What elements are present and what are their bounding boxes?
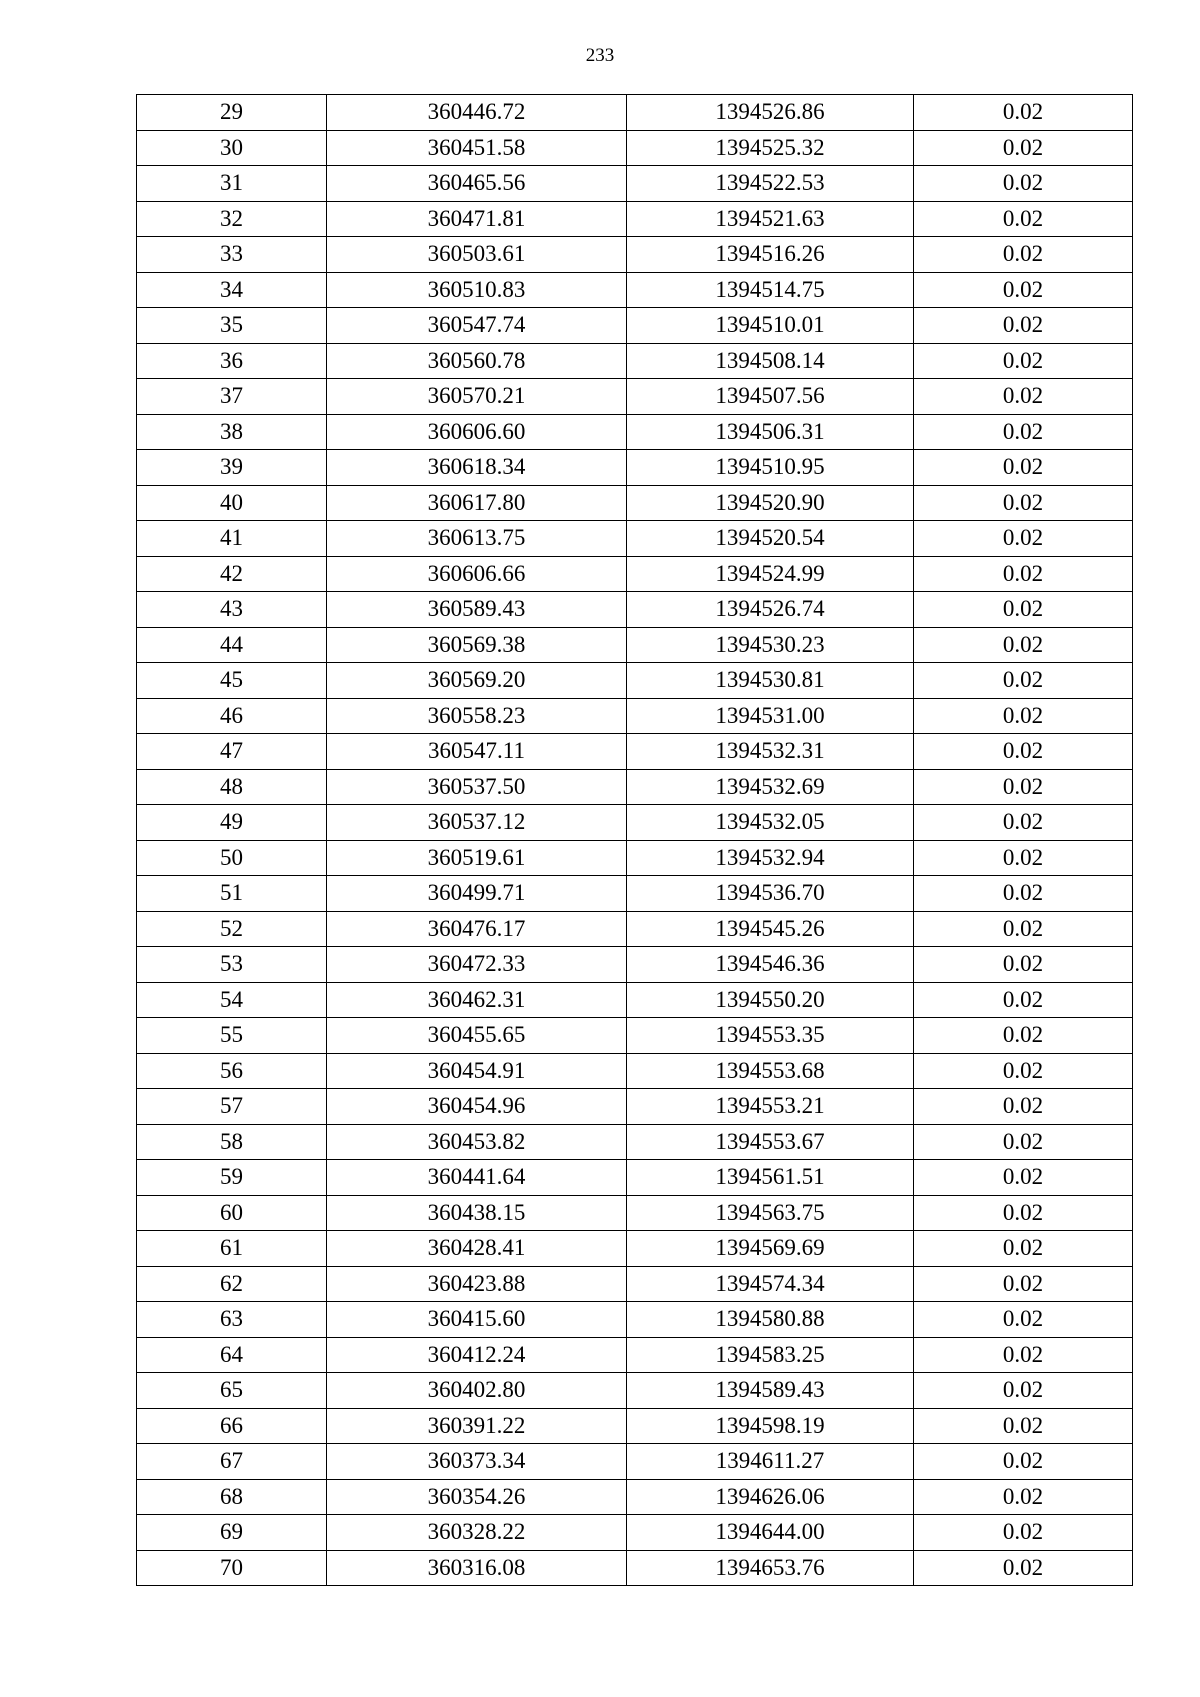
point-number-cell: 60 — [137, 1195, 327, 1231]
x-coordinate-cell: 360519.61 — [327, 840, 627, 876]
y-coordinate-cell: 1394580.88 — [627, 1302, 914, 1338]
table-row — [137, 876, 1133, 912]
point-number-cell: 34 — [137, 272, 327, 308]
value-cell: 0.02 — [914, 1124, 1133, 1160]
point-number-cell: 29 — [137, 95, 327, 131]
table-row — [137, 414, 1133, 450]
x-coordinate-cell: 360455.65 — [327, 1018, 627, 1054]
table-row — [137, 805, 1133, 841]
y-coordinate-cell: 1394611.27 — [627, 1444, 914, 1480]
y-coordinate-cell: 1394553.67 — [627, 1124, 914, 1160]
table-row — [137, 1444, 1133, 1480]
table-row — [137, 1302, 1133, 1338]
point-number-cell: 40 — [137, 485, 327, 521]
value-cell: 0.02 — [914, 1053, 1133, 1089]
y-coordinate-cell: 1394526.74 — [627, 592, 914, 628]
table-row — [137, 627, 1133, 663]
x-coordinate-cell: 360446.72 — [327, 95, 627, 131]
value-cell: 0.02 — [914, 698, 1133, 734]
value-cell: 0.02 — [914, 272, 1133, 308]
y-coordinate-cell: 1394536.70 — [627, 876, 914, 912]
table-row — [137, 1373, 1133, 1409]
y-coordinate-cell: 1394510.95 — [627, 450, 914, 486]
point-number-cell: 51 — [137, 876, 327, 912]
point-number-cell: 50 — [137, 840, 327, 876]
point-number-cell: 31 — [137, 166, 327, 202]
x-coordinate-cell: 360428.41 — [327, 1231, 627, 1267]
x-coordinate-cell: 360537.50 — [327, 769, 627, 805]
value-cell: 0.02 — [914, 1089, 1133, 1125]
y-coordinate-cell: 1394626.06 — [627, 1479, 914, 1515]
value-cell: 0.02 — [914, 627, 1133, 663]
point-number-cell: 56 — [137, 1053, 327, 1089]
point-number-cell: 55 — [137, 1018, 327, 1054]
value-cell: 0.02 — [914, 1160, 1133, 1196]
y-coordinate-cell: 1394653.76 — [627, 1550, 914, 1586]
value-cell: 0.02 — [914, 734, 1133, 770]
point-number-cell: 52 — [137, 911, 327, 947]
y-coordinate-cell: 1394520.54 — [627, 521, 914, 557]
table-row — [137, 308, 1133, 344]
point-number-cell: 45 — [137, 663, 327, 699]
x-coordinate-cell: 360391.22 — [327, 1408, 627, 1444]
table-row — [137, 166, 1133, 202]
table-row — [137, 450, 1133, 486]
table-row — [137, 698, 1133, 734]
y-coordinate-cell: 1394530.23 — [627, 627, 914, 663]
value-cell: 0.02 — [914, 840, 1133, 876]
x-coordinate-cell: 360606.60 — [327, 414, 627, 450]
table-row — [137, 95, 1133, 131]
x-coordinate-cell: 360476.17 — [327, 911, 627, 947]
table-row — [137, 237, 1133, 273]
point-number-cell: 35 — [137, 308, 327, 344]
value-cell: 0.02 — [914, 1195, 1133, 1231]
x-coordinate-cell: 360547.11 — [327, 734, 627, 770]
point-number-cell: 66 — [137, 1408, 327, 1444]
x-coordinate-cell: 360606.66 — [327, 556, 627, 592]
value-cell: 0.02 — [914, 166, 1133, 202]
point-number-cell: 70 — [137, 1550, 327, 1586]
point-number-cell: 30 — [137, 130, 327, 166]
y-coordinate-cell: 1394532.05 — [627, 805, 914, 841]
value-cell: 0.02 — [914, 130, 1133, 166]
point-number-cell: 69 — [137, 1515, 327, 1551]
point-number-cell: 58 — [137, 1124, 327, 1160]
table-row — [137, 769, 1133, 805]
x-coordinate-cell: 360316.08 — [327, 1550, 627, 1586]
point-number-cell: 43 — [137, 592, 327, 628]
point-number-cell: 42 — [137, 556, 327, 592]
table-row — [137, 947, 1133, 983]
point-number-cell: 57 — [137, 1089, 327, 1125]
value-cell: 0.02 — [914, 1302, 1133, 1338]
table-row — [137, 1515, 1133, 1551]
y-coordinate-cell: 1394583.25 — [627, 1337, 914, 1373]
point-number-cell: 47 — [137, 734, 327, 770]
table-row — [137, 1550, 1133, 1586]
x-coordinate-cell: 360402.80 — [327, 1373, 627, 1409]
x-coordinate-cell: 360454.96 — [327, 1089, 627, 1125]
x-coordinate-cell: 360471.81 — [327, 201, 627, 237]
y-coordinate-cell: 1394545.26 — [627, 911, 914, 947]
x-coordinate-cell: 360558.23 — [327, 698, 627, 734]
point-number-cell: 68 — [137, 1479, 327, 1515]
table-row — [137, 201, 1133, 237]
x-coordinate-cell: 360462.31 — [327, 982, 627, 1018]
table-row — [137, 840, 1133, 876]
y-coordinate-cell: 1394514.75 — [627, 272, 914, 308]
x-coordinate-cell: 360472.33 — [327, 947, 627, 983]
value-cell: 0.02 — [914, 414, 1133, 450]
y-coordinate-cell: 1394531.00 — [627, 698, 914, 734]
value-cell: 0.02 — [914, 521, 1133, 557]
value-cell: 0.02 — [914, 485, 1133, 521]
value-cell: 0.02 — [914, 1266, 1133, 1302]
value-cell: 0.02 — [914, 308, 1133, 344]
y-coordinate-cell: 1394563.75 — [627, 1195, 914, 1231]
point-number-cell: 33 — [137, 237, 327, 273]
x-coordinate-cell: 360547.74 — [327, 308, 627, 344]
table-row — [137, 1408, 1133, 1444]
value-cell: 0.02 — [914, 1231, 1133, 1267]
table-row — [137, 734, 1133, 770]
x-coordinate-cell: 360618.34 — [327, 450, 627, 486]
table-row — [137, 521, 1133, 557]
point-number-cell: 41 — [137, 521, 327, 557]
y-coordinate-cell: 1394508.14 — [627, 343, 914, 379]
x-coordinate-cell: 360453.82 — [327, 1124, 627, 1160]
point-number-cell: 46 — [137, 698, 327, 734]
value-cell: 0.02 — [914, 201, 1133, 237]
y-coordinate-cell: 1394561.51 — [627, 1160, 914, 1196]
table-row — [137, 982, 1133, 1018]
y-coordinate-cell: 1394589.43 — [627, 1373, 914, 1409]
table-row — [137, 1018, 1133, 1054]
y-coordinate-cell: 1394574.34 — [627, 1266, 914, 1302]
value-cell: 0.02 — [914, 1373, 1133, 1409]
table-row — [137, 556, 1133, 592]
page-number: 233 — [585, 45, 615, 66]
point-number-cell: 63 — [137, 1302, 327, 1338]
y-coordinate-cell: 1394521.63 — [627, 201, 914, 237]
value-cell: 0.02 — [914, 1515, 1133, 1551]
x-coordinate-cell: 360560.78 — [327, 343, 627, 379]
x-coordinate-cell: 360465.56 — [327, 166, 627, 202]
y-coordinate-cell: 1394644.00 — [627, 1515, 914, 1551]
value-cell: 0.02 — [914, 805, 1133, 841]
y-coordinate-cell: 1394507.56 — [627, 379, 914, 415]
value-cell: 0.02 — [914, 1337, 1133, 1373]
table-row — [137, 663, 1133, 699]
y-coordinate-cell: 1394546.36 — [627, 947, 914, 983]
y-coordinate-cell: 1394506.31 — [627, 414, 914, 450]
x-coordinate-cell: 360537.12 — [327, 805, 627, 841]
x-coordinate-cell: 360415.60 — [327, 1302, 627, 1338]
x-coordinate-cell: 360454.91 — [327, 1053, 627, 1089]
y-coordinate-cell: 1394532.69 — [627, 769, 914, 805]
table-row — [137, 911, 1133, 947]
table-row — [137, 1231, 1133, 1267]
table-row — [137, 130, 1133, 166]
point-number-cell: 38 — [137, 414, 327, 450]
table-row — [137, 485, 1133, 521]
x-coordinate-cell: 360503.61 — [327, 237, 627, 273]
value-cell: 0.02 — [914, 237, 1133, 273]
x-coordinate-cell: 360412.24 — [327, 1337, 627, 1373]
point-number-cell: 61 — [137, 1231, 327, 1267]
y-coordinate-cell: 1394522.53 — [627, 166, 914, 202]
x-coordinate-cell: 360617.80 — [327, 485, 627, 521]
point-number-cell: 62 — [137, 1266, 327, 1302]
table-row — [137, 1479, 1133, 1515]
y-coordinate-cell: 1394524.99 — [627, 556, 914, 592]
point-number-cell: 37 — [137, 379, 327, 415]
value-cell: 0.02 — [914, 592, 1133, 628]
point-number-cell: 53 — [137, 947, 327, 983]
y-coordinate-cell: 1394525.32 — [627, 130, 914, 166]
value-cell: 0.02 — [914, 1018, 1133, 1054]
coordinates-table — [136, 94, 1133, 1586]
point-number-cell: 44 — [137, 627, 327, 663]
y-coordinate-cell: 1394510.01 — [627, 308, 914, 344]
value-cell: 0.02 — [914, 343, 1133, 379]
table-row — [137, 1089, 1133, 1125]
value-cell: 0.02 — [914, 556, 1133, 592]
x-coordinate-cell: 360451.58 — [327, 130, 627, 166]
value-cell: 0.02 — [914, 379, 1133, 415]
value-cell: 0.02 — [914, 911, 1133, 947]
table-row — [137, 1266, 1133, 1302]
value-cell: 0.02 — [914, 982, 1133, 1018]
x-coordinate-cell: 360499.71 — [327, 876, 627, 912]
y-coordinate-cell: 1394532.31 — [627, 734, 914, 770]
y-coordinate-cell: 1394553.21 — [627, 1089, 914, 1125]
y-coordinate-cell: 1394550.20 — [627, 982, 914, 1018]
x-coordinate-cell: 360570.21 — [327, 379, 627, 415]
y-coordinate-cell: 1394526.86 — [627, 95, 914, 131]
point-number-cell: 59 — [137, 1160, 327, 1196]
value-cell: 0.02 — [914, 663, 1133, 699]
value-cell: 0.02 — [914, 1550, 1133, 1586]
x-coordinate-cell: 360373.34 — [327, 1444, 627, 1480]
table-row — [137, 343, 1133, 379]
point-number-cell: 65 — [137, 1373, 327, 1409]
value-cell: 0.02 — [914, 1479, 1133, 1515]
y-coordinate-cell: 1394569.69 — [627, 1231, 914, 1267]
table-row — [137, 1337, 1133, 1373]
point-number-cell: 48 — [137, 769, 327, 805]
table-row — [137, 592, 1133, 628]
point-number-cell: 49 — [137, 805, 327, 841]
point-number-cell: 39 — [137, 450, 327, 486]
y-coordinate-cell: 1394598.19 — [627, 1408, 914, 1444]
y-coordinate-cell: 1394520.90 — [627, 485, 914, 521]
value-cell: 0.02 — [914, 947, 1133, 983]
y-coordinate-cell: 1394516.26 — [627, 237, 914, 273]
value-cell: 0.02 — [914, 1444, 1133, 1480]
point-number-cell: 64 — [137, 1337, 327, 1373]
x-coordinate-cell: 360441.64 — [327, 1160, 627, 1196]
table-row — [137, 272, 1133, 308]
value-cell: 0.02 — [914, 876, 1133, 912]
x-coordinate-cell: 360613.75 — [327, 521, 627, 557]
x-coordinate-cell: 360589.43 — [327, 592, 627, 628]
point-number-cell: 36 — [137, 343, 327, 379]
value-cell: 0.02 — [914, 95, 1133, 131]
x-coordinate-cell: 360510.83 — [327, 272, 627, 308]
point-number-cell: 32 — [137, 201, 327, 237]
y-coordinate-cell: 1394553.35 — [627, 1018, 914, 1054]
y-coordinate-cell: 1394553.68 — [627, 1053, 914, 1089]
x-coordinate-cell: 360354.26 — [327, 1479, 627, 1515]
value-cell: 0.02 — [914, 450, 1133, 486]
x-coordinate-cell: 360328.22 — [327, 1515, 627, 1551]
x-coordinate-cell: 360423.88 — [327, 1266, 627, 1302]
table-row — [137, 379, 1133, 415]
table-body — [137, 95, 1133, 1586]
point-number-cell: 67 — [137, 1444, 327, 1480]
x-coordinate-cell: 360569.38 — [327, 627, 627, 663]
table-row — [137, 1053, 1133, 1089]
point-number-cell: 54 — [137, 982, 327, 1018]
table-row — [137, 1124, 1133, 1160]
x-coordinate-cell: 360438.15 — [327, 1195, 627, 1231]
table-row — [137, 1195, 1133, 1231]
table-row — [137, 1160, 1133, 1196]
y-coordinate-cell: 1394532.94 — [627, 840, 914, 876]
y-coordinate-cell: 1394530.81 — [627, 663, 914, 699]
value-cell: 0.02 — [914, 1408, 1133, 1444]
value-cell: 0.02 — [914, 769, 1133, 805]
x-coordinate-cell: 360569.20 — [327, 663, 627, 699]
